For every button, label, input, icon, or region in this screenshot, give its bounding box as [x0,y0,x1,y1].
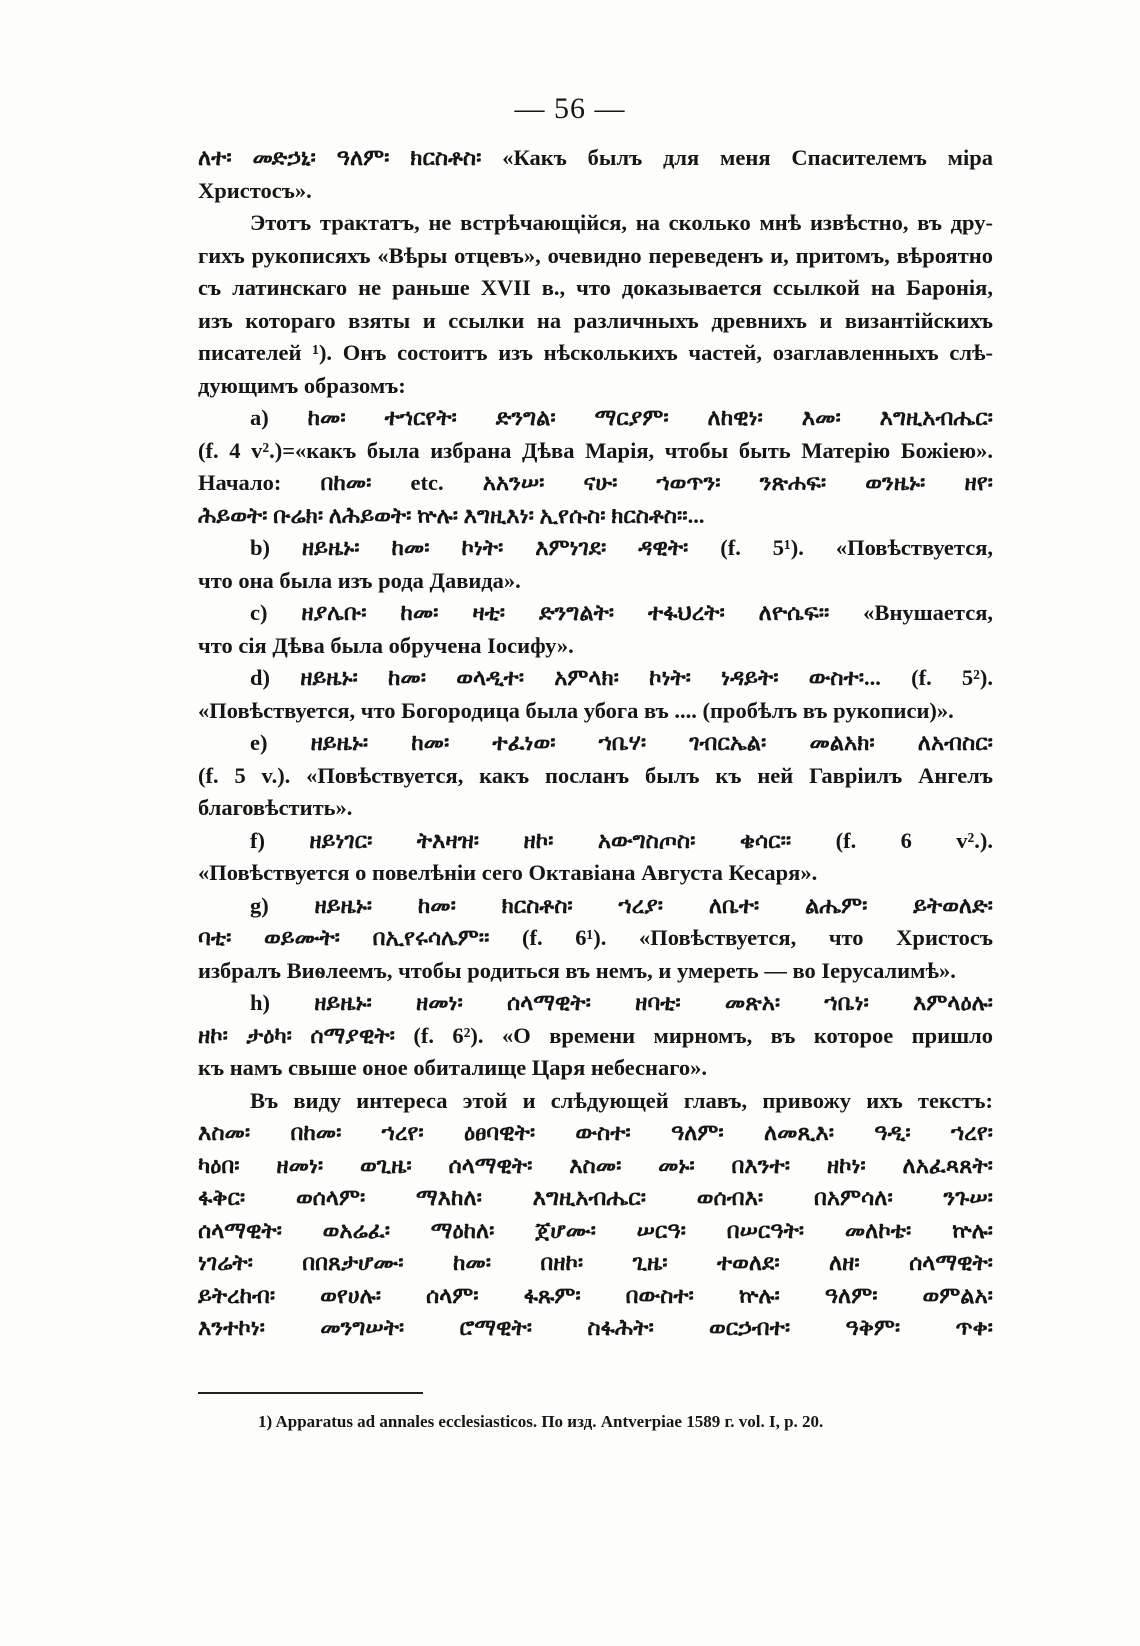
text-line: ሰላማዊት፡ ወአሬፈ፡ ማዕከለ፡ ጀሆሙ፡ ሠርዓ፡ በሠርዓት፡ መለኮቴ፡ ኵሉ፡ [198,1217,993,1243]
text-line: что она была изъ рода Давида». [198,567,521,593]
text-line: ለተ፡ መድኃኒ፡ ዓለም፡ ክርስቶስ፡ «Какъ былъ для меня Спасителемъ міра [198,145,993,170]
text-line: что сія Дѣва была обручена Іосифу». [198,632,574,658]
text-line: ነገሬት፡ በበጸታሆሙ፡ ከመ፡ በዘኮ፡ ጊዜ፡ ተወለደ፡ ለዘ፡ ሰላማዊት፡ [198,1250,993,1275]
footnote: 1) Apparatus ad annales ecclesiasticos. По изд. Antverpiae 1589 г. vol. I, p. 20. [258,1412,824,1431]
text-line: съ латинскаго не раньше XVII в., что доказывается ссылкой на Баронія, [198,275,993,300]
text-line: «Повѣствуется о повелѣніи сего Октавіана Августа Кесаря». [198,860,818,885]
text-line: «Повѣствуется, что Богородица была убога въ .... (пробѣлъ въ рукописи)». [198,697,954,723]
text-line: d) ዘይዜኑ፡ ከመ፡ ወላዲተ፡ አምላክ፡ ኮነት፡ ነዳይት፡ ውስተ፡... (f. 5²). [250,665,993,690]
text-line: Этотъ трактатъ, не встрѣчающійся, на сколько мнѣ извѣстно, въ дру- [250,210,993,235]
footnote-divider [198,1392,423,1394]
text-line: እንተኮነ፡ መንግሠት፡ ሮማዊት፡ ስፋሕት፡ ወርኃብተ፡ ዓቅም፡ ጥቀ፡ [198,1315,993,1340]
text-line: ባቲ፡ ወይሙት፡ በኢየሩሳሌም፡፡ (f. 6¹). «Повѣствуется, что Христосъ [198,925,993,950]
text-line: писателей ¹). Онъ состоитъ изъ нѣсколькихъ частей, озаглавленныхъ слѣ- [198,340,993,365]
text-line: Въ виду интереса этой и слѣдующей главъ, привожу ихъ текстъ: [250,1087,993,1113]
text-line: g) ዘይዜኑ፡ ከመ፡ ክርስቶስ፡ ኀረያ፡ ለቤተ፡ ልሔም፡ ይትወለድ፡ [250,892,993,918]
text-line: f) ዘይነገር፡ ትእዛዝ፡ ዘኮ፡ አውግስጦስ፡ ቄሳር፡፡ (f. 6 v².). [250,827,993,853]
page-number: — 56 — [514,92,626,125]
text-line: Христосъ». [198,177,312,203]
text-line: изъ котораго взяты и ссылки на различныхъ древнихъ и византійскихъ [198,307,993,333]
text-line: ይትረከብ፡ ወየሀሉ፡ ሰላም፡ ፋጹም፡ በውስተ፡ ኵሉ፡ ዓለም፡ ወምልአ፡ [198,1282,993,1308]
text-line: እስመ፡ በከመ፡ ኀረየ፡ ዕፀባዊት፡ ውስተ፡ ዓለም፡ ለመጺእ፡ ዓዲ፡ ኀረየ፡ [198,1120,993,1145]
text-line: (f. 4 v².)=«какъ была избрана Дѣва Марія, чтобы быть Матерію Божіею». [198,437,993,463]
text-line: избралъ Виѳлеемъ, чтобы родиться въ немъ, и умереть — во Іерусалимѣ». [198,957,956,983]
text-line: a) ከመ፡ ተኀርየት፡ ድንግል፡ ማርያም፡ ለከዊነ፡ እመ፡ እግዚአብሔር፡ [250,405,993,430]
text-line: c) ዘያሌቡ፡ ከመ፡ ዛቲ፡ ድንግልት፡ ተፋህረት፡ ለዮሴፍ፡፡ «Внушается, [250,600,993,625]
text-line: дующимъ образомъ: [198,372,406,398]
text-line: къ намъ свыше оное обиталище Царя небеснаго». [198,1055,708,1080]
text-line: b) ዘይዜኑ፡ ከመ፡ ኮነት፡ እምነገደ፡ ዳዊት፡ (f. 5¹). «Повѣствуется, [250,535,993,560]
text-line: ካዕበ፡ ዘመነ፡ ወጊዜ፡ ሰላማዊት፡ እስመ፡ መኑ፡ በእንተ፡ ዘኮነ፡ ለአፈጻጸት፡ [198,1152,993,1178]
text-line: Начало: በከመ፡ etc. አአንሠ፡ ናሁ፡ ኀወጥን፡ ንጽሐፍ፡ ወንዜኑ፡ ዘየ፡ [198,470,993,495]
text-line: гихъ рукописяхъ «Вѣры отцевъ», очевидно переведенъ и, притомъ, вѣроятно [198,242,993,268]
text-line: ፋቅር፡ ወሰላም፡ ማእከለ፡ እግዚአብሔር፡ ወሰብእ፡ በአምሳለ፡ ንጉሠ፡ [198,1185,993,1210]
body-text [198,142,993,1345]
text-line: h) ዘይዜኑ፡ ዘመነ፡ ሰላማዊት፡ ዘባቲ፡ መጽአ፡ ኀቤነ፡ እምላዕሉ፡ [250,990,993,1015]
text-line: благовѣстить». [198,795,353,820]
text-line: ዘኮ፡ ታዕካ፡ ሰማያዊት፡ (f. 6²). «О времени мирномъ, въ которое пришло [198,1022,993,1048]
text-line: ሕይወት፡ ቡሬክ፡ ለሕይወት፡ ኵሉ፡ እግዚእነ፡ ኢየሱስ፡ ክርስቶስ፡፡... [198,502,705,528]
text-line: (f. 5 v.). «Повѣствуется, какъ посланъ былъ къ ней Гавріилъ Ангелъ [198,762,993,788]
text-line: e) ዘይዜኑ፡ ከመ፡ ተፈነወ፡ ኀቤሃ፡ ገብርኤል፡ መልአክ፡ ለአብስር፡ [250,730,993,755]
